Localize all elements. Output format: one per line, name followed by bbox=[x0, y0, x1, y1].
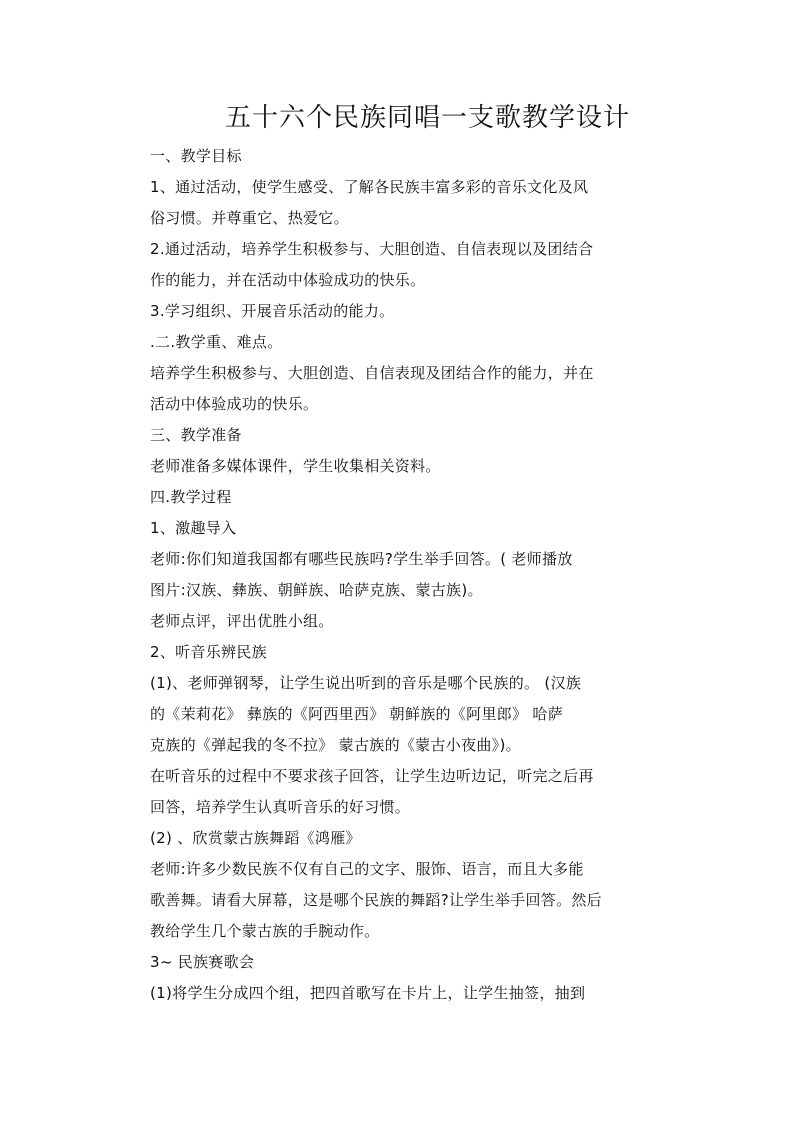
body-line: 歌善舞。请看大屏幕，这是哪个民族的舞蹈?让学生举手回答。然后 bbox=[150, 891, 602, 909]
body-line: 在听音乐的过程中不要求孩子回答，让学生边听边记，听完之后再 bbox=[150, 767, 594, 785]
body-line: 图片:汉族、彝族、朝鲜族、哈萨克族、蒙古族)。 bbox=[150, 581, 483, 599]
body-line: (2) 、欣赏蒙古族舞蹈《鸿雁》 bbox=[150, 829, 361, 847]
document-body bbox=[150, 141, 640, 1009]
body-line: 三、教学准备 bbox=[150, 426, 242, 444]
body-line: 一、教学目标 bbox=[150, 147, 242, 165]
body-line: 教给学生几个蒙古族的手腕动作。 bbox=[150, 922, 380, 940]
body-line: (1)、老师弹钢琴，让学生说出听到的音乐是哪个民族的。 (汉族 bbox=[150, 674, 582, 692]
document-title: 五十六个民族同唱一支歌教学设计 bbox=[225, 103, 631, 133]
body-line: 3~ 民族赛歌会 bbox=[150, 953, 255, 971]
body-line: (1)将学生分成四个组，把四首歌写在卡片上，让学生抽签，抽到 bbox=[150, 984, 586, 1002]
body-line: 3.学习组织、开展音乐活动的能力。 bbox=[150, 302, 395, 320]
body-line: 2.通过活动，培养学生积极参与、大胆创造、自信表现以及团结合 bbox=[150, 240, 594, 258]
body-line: 老师点评，评出优胜小组。 bbox=[150, 612, 334, 630]
body-line: 活动中体验成功的快乐。 bbox=[150, 395, 319, 413]
body-line: .二.教学重、难点。 bbox=[150, 333, 283, 351]
body-line: 克族的《弹起我的冬不拉》 蒙古族的《蒙古小夜曲》)。 bbox=[150, 736, 521, 754]
body-line: 四.教学过程 bbox=[150, 488, 232, 506]
body-line: 作的能力，并在活动中体验成功的快乐。 bbox=[150, 271, 426, 289]
body-line: 1、通过活动，使学生感受、了解各民族丰富多彩的音乐文化及风 bbox=[150, 178, 589, 196]
body-line: 老师:你们知道我国都有哪些民族吗?学生举手回答。( 老师播放 bbox=[150, 550, 573, 568]
body-line: 的《茉莉花》 彝族的《阿西里西》 朝鲜族的《阿里郎》 哈萨 bbox=[150, 705, 564, 723]
body-line: 1、激趣导入 bbox=[150, 519, 237, 537]
body-line: 老师:许多少数民族不仅有自己的文字、服饰、语言，而且大多能 bbox=[150, 860, 584, 878]
body-line: 回答，培养学生认真听音乐的好习惯。 bbox=[150, 798, 411, 816]
body-line: 培养学生积极参与、大胆创造、自信表现及团结合作的能力，并在 bbox=[150, 364, 594, 382]
body-line: 俗习惯。并尊重它、热爱它。 bbox=[150, 209, 349, 227]
body-line: 2、听音乐辨民族 bbox=[150, 643, 267, 661]
body-line: 老师准备多媒体课件，学生收集相关资料。 bbox=[150, 457, 441, 475]
